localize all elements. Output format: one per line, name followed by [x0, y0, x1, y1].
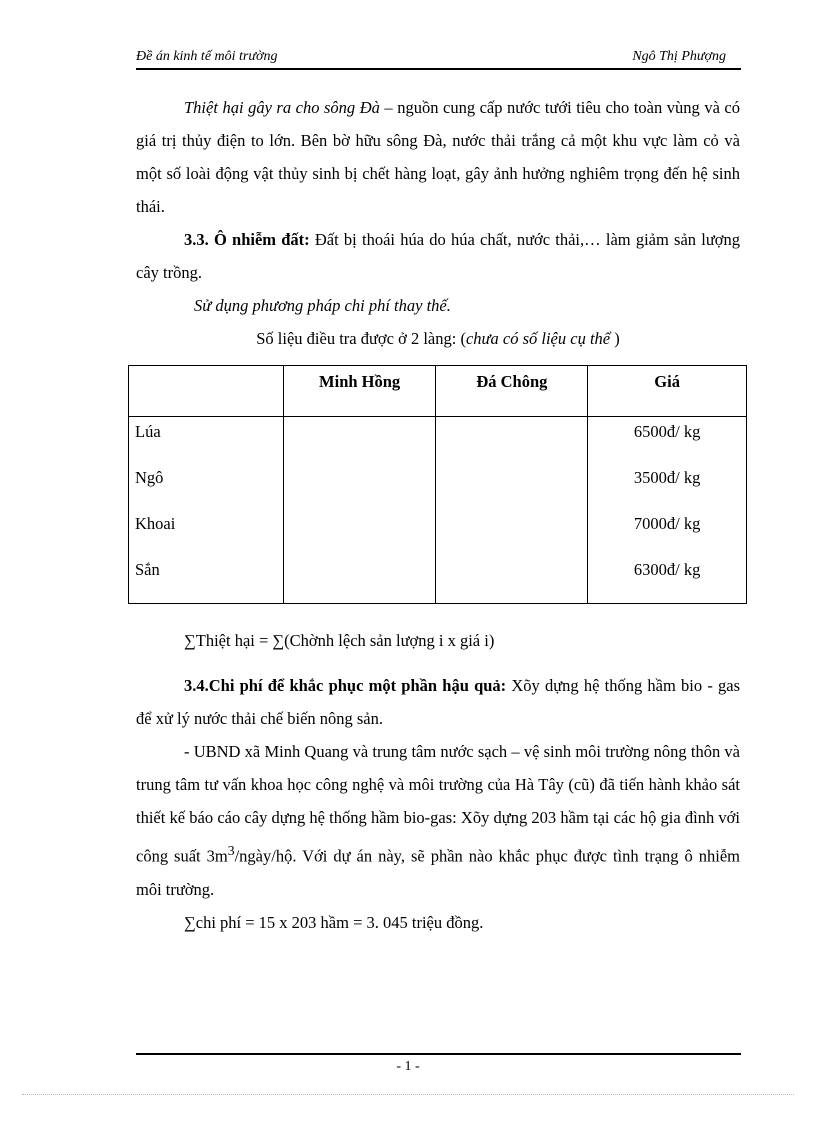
minh-hong-column: [283, 417, 436, 604]
page-number: - 1 -: [396, 1059, 420, 1074]
footer-divider: [136, 1053, 741, 1055]
crop-name: Sắn: [135, 560, 160, 579]
cost-formula: ∑chi phí = 15 x 203 hầm = 3. 045 triệu đồng.: [184, 912, 484, 932]
survey-note: chưa có số liệu cụ thể: [465, 329, 611, 348]
section-3-4-text: Xõy dựng hệ thống hầm bio - gas để xử lý nước thải chế biến nông sản.: [136, 676, 740, 728]
crop-price: 6300đ/ kg: [633, 560, 701, 579]
crop-name: Lúa: [135, 422, 161, 441]
table-header-da-chong: Đá Chông: [436, 366, 588, 417]
header-doc-title: Đề án kinh tế môi trường: [136, 49, 278, 64]
paragraph-ubnd: [136, 735, 740, 906]
header-divider: [136, 68, 741, 70]
header-author: Ngô Thị Phượng: [632, 49, 726, 64]
page-bottom-border: [22, 1094, 794, 1095]
survey-prefix: Số liệu điều tra được ở 2 làng: (: [256, 329, 466, 348]
section-3-3-text: Đất bị thoái húa do húa chất, nước thải,… làm giảm sản lượng cây trồng.: [136, 230, 740, 282]
survey-line: [136, 322, 740, 355]
section-3-3-title: 3.3. Ô nhiễm đất:: [184, 230, 310, 249]
crop-name-column: [129, 417, 284, 604]
crop-price: 7000đ/ kg: [633, 514, 701, 533]
table-header-price: Giá: [588, 366, 747, 417]
table-header-empty: [129, 366, 284, 417]
crop-name: Ngô: [135, 468, 164, 487]
ubnd-superscript: 3: [227, 843, 235, 858]
price-column: [588, 417, 747, 604]
damage-formula: ∑Thiệt hại = ∑(Chờnh lệch sản lượng i x giá i): [184, 631, 495, 650]
crop-name: Khoai: [135, 514, 176, 533]
section-3-4-title: 3.4.Chi phí để khắc phục một phần hậu quả:: [184, 676, 507, 695]
survey-suffix: ): [610, 329, 620, 348]
section-3-4: [136, 669, 740, 735]
lower-text-block: [136, 624, 740, 939]
table-body-row: [129, 417, 747, 604]
table-header-row: [129, 366, 747, 417]
da-chong-column: [436, 417, 588, 604]
table-header-minh-hong: Minh Hồng: [283, 366, 436, 417]
ubnd-text-1: - UBND xã Minh Quang và trung tâm nước sạch – vệ sinh môi trường nông thôn và trung tâm tư vấn khoa học công nghệ và môi trường của Hà Tây (cũ) đã tiến hành khảo sát thiết kế báo cáo cây dựng hệ thống hầm bio-gas: Xõy dựng 203 hầm tại các hộ gia đình với công suất 3m: [136, 742, 740, 866]
crop-price: 6500đ/ kg: [633, 422, 701, 441]
method-line: Sử dụng phương pháp chi phí thay thế.: [194, 296, 451, 315]
crop-price: 3500đ/ kg: [633, 468, 701, 487]
crop-price-table: [128, 365, 747, 604]
paragraph-song-da: [136, 91, 740, 223]
section-3-3: [136, 223, 740, 289]
main-text-block: [136, 91, 740, 355]
song-da-text: – nguồn cung cấp nước tưới tiêu cho toàn vùng và có giá trị thủy điện to lớn. Bên bờ hữu sông Đà, nước thải trắng cả một khu vực làm cỏ và một số loài động vật thủy sinh bị chết hàng loạt, gây ảnh hưởng nghiêm trọng đến hệ sinh thái.: [136, 98, 740, 216]
ubnd-text-2: /ngày/hộ. Với dự án này, sẽ phần nào khắc phục được tình trạng ô nhiễm môi trường.: [136, 846, 740, 899]
song-da-lead: Thiệt hại gây ra cho sông Đà: [184, 98, 380, 117]
